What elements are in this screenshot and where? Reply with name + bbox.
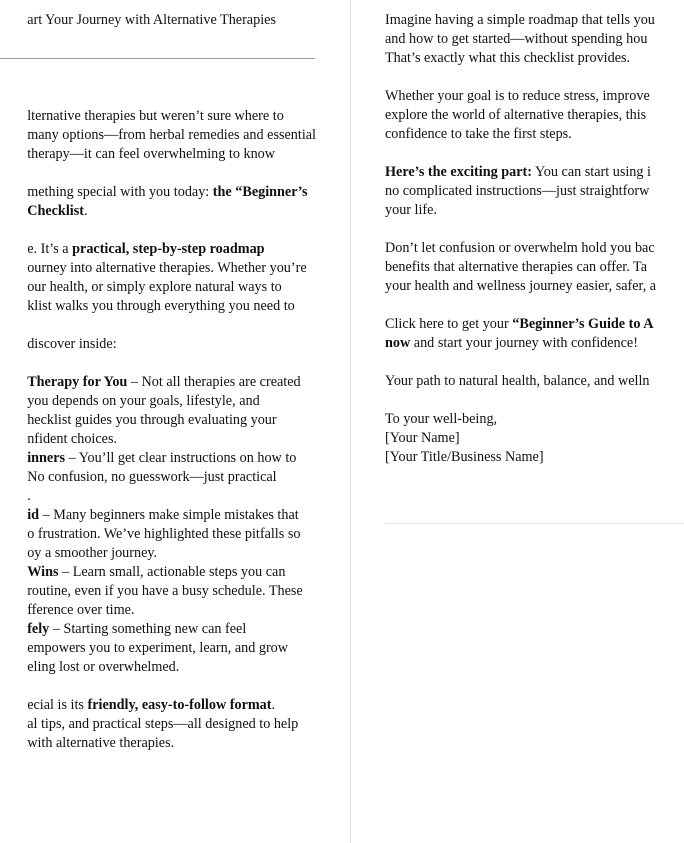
text-line: eling lost or overwhelmed. — [27, 659, 180, 675]
goal-paragraph — [385, 87, 656, 144]
list-item: Therapy for You – Not all therapies are created — [27, 374, 301, 390]
closing-line: To your well-being, — [385, 411, 498, 427]
path-statement: Your path to natural health, balance, and welln — [385, 373, 650, 389]
text-line: with alternative therapies. — [27, 735, 175, 751]
benefit-list — [27, 373, 316, 677]
exciting-part-paragraph — [385, 163, 656, 220]
text-line: Imagine having a simple roadmap that tells you — [385, 12, 655, 28]
roadmap-paragraph — [27, 240, 316, 316]
text-line: no complicated instructions—just straightforw — [385, 183, 650, 199]
intro-paragraph — [27, 107, 316, 164]
document-title: art Your Journey with Alternative Therapies — [27, 12, 276, 28]
text-line: Don’t let confusion or overwhelm hold you bac — [385, 240, 655, 256]
signer-title: [Your Title/Business Name] — [385, 449, 544, 465]
text-line: e. It’s a practical, step-by-step roadmap — [27, 241, 265, 257]
confusion-paragraph — [385, 239, 656, 296]
text-line: your health and wellness journey easier, safer, a — [385, 278, 657, 294]
text-line: Here’s the exciting part: You can start using i — [385, 164, 651, 180]
text-line: ecial is its friendly, easy-to-follow format. — [27, 697, 276, 713]
text-line: . — [27, 488, 31, 504]
text-line: klist walks you through everything you need to — [27, 298, 295, 314]
text-line: your life. — [385, 202, 438, 218]
text-line: therapy—it can feel overwhelming to know — [27, 146, 276, 162]
signature-block — [385, 410, 656, 467]
text-line: routine, even if you have a busy schedule. These — [27, 583, 303, 599]
text-line: fference over time. — [27, 602, 135, 618]
format-paragraph — [27, 696, 316, 753]
roadmap-intro-paragraph — [385, 11, 656, 68]
text-line: lternative therapies but weren’t sure where to — [27, 108, 284, 124]
text-line: empowers you to experiment, learn, and grow — [27, 640, 289, 656]
footer-divider — [385, 523, 684, 524]
text-line: confidence to take the first steps. — [385, 126, 572, 142]
text-line: you depends on your goals, lifestyle, and — [27, 393, 260, 409]
text-line: our health, or simply explore natural ways to — [27, 279, 282, 295]
text-line: Checklist. — [27, 203, 88, 219]
list-item: Wins – Learn small, actionable steps you can — [27, 564, 286, 580]
list-item: fely – Starting something new can feel — [27, 621, 247, 637]
call-to-action-paragraph[interactable] — [385, 315, 656, 353]
discover-intro: discover inside: — [27, 336, 117, 352]
blank-line — [27, 50, 316, 69]
text-line: now and start your journey with confidence! — [385, 335, 638, 351]
text-line: many options—from herbal remedies and essential — [27, 127, 316, 143]
right-page-content — [385, 11, 656, 467]
cta-link[interactable]: Click here to get your “Beginner’s Guide to A — [385, 316, 654, 332]
text-line: ourney into alternative therapies. Whether you’re — [27, 260, 307, 276]
special-paragraph — [27, 183, 316, 221]
text-line: oy a smoother journey. — [27, 545, 158, 561]
left-page-content — [27, 11, 316, 753]
text-line: hecklist guides you through evaluating your — [27, 412, 277, 428]
text-line: No confusion, no guesswork—just practical — [27, 469, 277, 485]
right-page — [351, 0, 684, 843]
list-item: id – Many beginners make simple mistakes that — [27, 507, 299, 523]
text-line: o frustration. We’ve highlighted these pitfalls so — [27, 526, 301, 542]
text-line: That’s exactly what this checklist provides. — [385, 50, 631, 66]
text-line: and how to get started—without spending hou — [385, 31, 648, 47]
list-item: inners – You’ll get clear instructions on how to — [27, 450, 297, 466]
text-line: benefits that alternative therapies can offer. Ta — [385, 259, 648, 275]
text-line: explore the world of alternative therapies, this — [385, 107, 647, 123]
text-line: Whether your goal is to reduce stress, improve — [385, 88, 650, 104]
text-line: al tips, and practical steps—all designed to help — [27, 716, 299, 732]
title-divider — [0, 58, 315, 59]
signer-name: [Your Name] — [385, 430, 460, 446]
text-line: mething special with you today: the “Beginner’s — [27, 184, 308, 200]
text-line: nfident choices. — [27, 431, 118, 447]
